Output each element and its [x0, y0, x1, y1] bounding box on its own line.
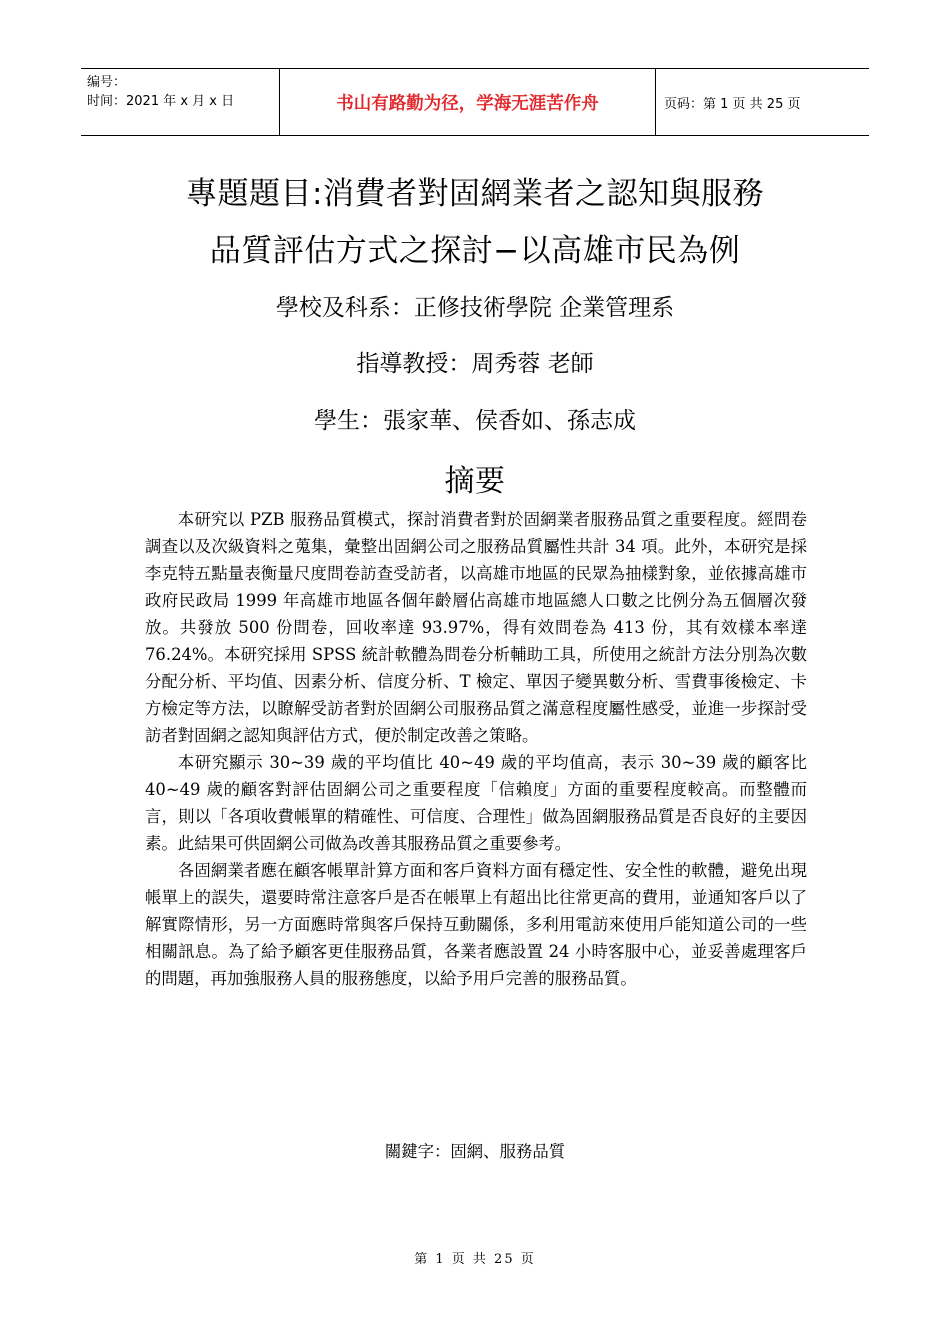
school-department: 學校及科系：正修技術學院 企業管理系 [275, 295, 675, 321]
abstract-heading: 摘要 [444, 464, 506, 499]
abstract-paragraph-1: 本研究以 PZB 服務品質模式，探討消費者對於固網業者服務品質之重要程度。經問卷調查以及次級資料之蒐集，彙整出固網公司之服務品質屬性共計 34 項。此外，本研究是採李克特五點量表衡量尺度問卷訪查受訪者，以高雄市地區的民眾為抽樣對象，並依據高雄市政府民政局 1999 年高雄市地區各個年齡層佔高雄市地區總人口數之比例分為五個層次發放。共發放 500 份問卷，回收率達 93.97%，得有效問卷為 413 份，其有效樣本率達 76.24%。本研究採用 SPSS 統計軟體為問卷分析輔助工具，所使用之統計方法分別為次數分配分析、平均值、因素分析、信度分析、T 檢定、單因子變異數分析、雪費事後檢定、卡方檢定等方法，以瞭解受訪者對於固網公司服務品質之滿意程度屬性感受，並進一步探討受訪者對固網之認知與評估方式，便於制定改善之策略。 [145, 510, 807, 745]
keywords: 關鍵字：固網、服務品質 [384, 1142, 566, 1161]
header-page-info: 页码：第 1 页 共 25 页 [664, 96, 801, 112]
abstract-paragraph-3: 各固網業者應在顧客帳單計算方面和客戶資料方面有穩定性、安全性的軟體，避免出現帳單上的誤失，還要時常注意客戶是否在帳單上有超出比往常更高的費用，並通知客戶以了解實際情形，另一方面應時常與客戶保持互動關係，多利用電訪來使用戶能知道公司的一些相關訊息。為了給予顧客更佳服務品質，各業者應設置 24 小時客服中心，並妥善處理客戶的問題，再加強服務人員的服務態度，以給予用戶完善的服務品質。 [145, 861, 807, 988]
title-line-1: 專題題目:消費者對固網業者之認知與服務 [186, 176, 764, 212]
students: 學生：張家華、侯香如、孫志成 [314, 408, 636, 434]
advisor: 指導教授：周秀蓉 老師 [356, 351, 594, 377]
document-number-label: 编号： [87, 75, 127, 90]
title-line-2: 品質評估方式之探討−以高雄市民為例 [209, 233, 741, 269]
document-time-label: 时间：2021 年 x 月 x 日 [87, 94, 235, 109]
header-motto: 书山有路勤为径，学海无涯苦作舟 [279, 69, 656, 135]
abstract-body [145, 506, 807, 992]
page-footer: 第 1 页 共 25 页 [414, 1252, 536, 1267]
page-header [81, 68, 869, 136]
abstract-paragraph-2: 本研究顯示 30~39 歲的平均值比 40~49 歲的平均值高，表示 30~39 歲的顧客比 40~49 歲的顧客對評估固網公司之重要程度「信賴度」方面的重要程度較高。而整體而言，則以「各項收費帳單的精確性、可信度、合理性」做為固網服務品質是否良好的主要因素。此結果可供固網公司做為改善其服務品質之重要參考。 [145, 753, 807, 853]
header-meta [81, 69, 279, 135]
